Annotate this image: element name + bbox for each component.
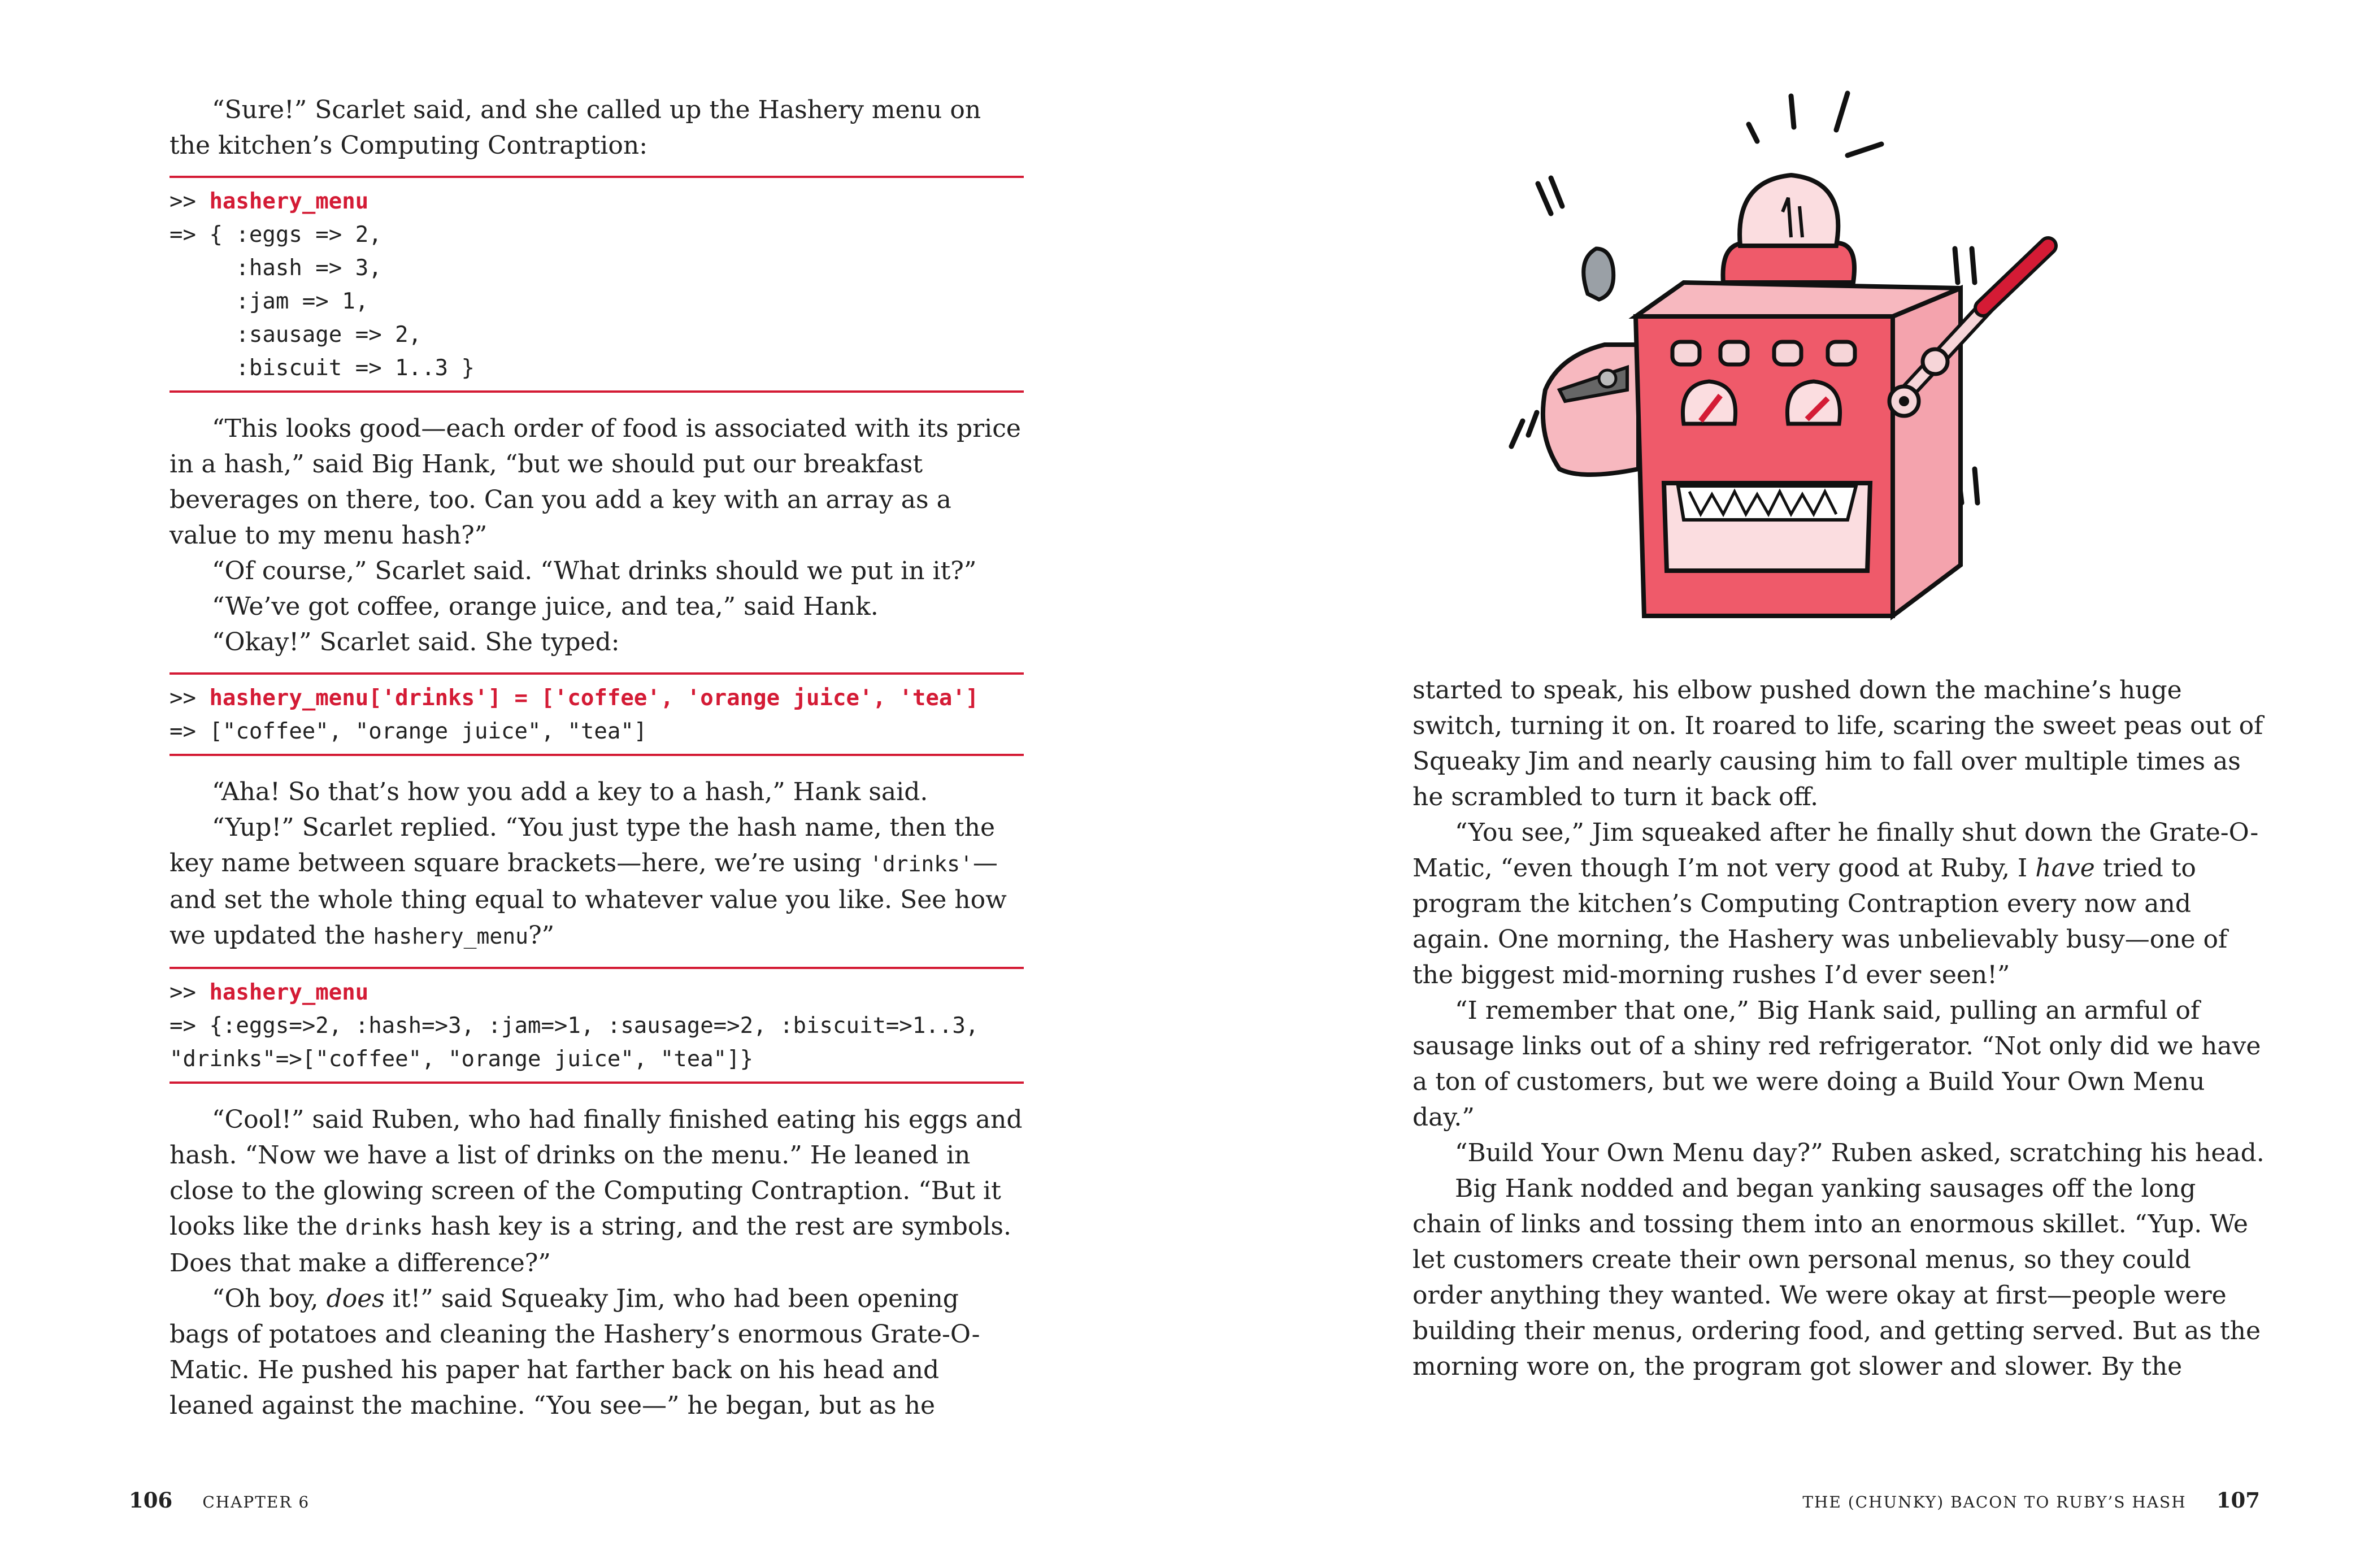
running-head: CHAPTER 6 xyxy=(202,1493,310,1511)
text-run: it!” said Squeaky Jim, who had been opening bags of potatoes and cleaning the Hashery’s enormous Grate-O-Matic. He pushed his paper hat farther back on his head and leaned against the machine. “You see—” he began, but as he xyxy=(169,1284,980,1420)
page-number: 107 xyxy=(2216,1488,2260,1513)
paragraph: “Of course,” Scarlet said. “What drinks should we put in it?” xyxy=(212,557,977,585)
paragraph: “We’ve got coffee, orange juice, and tea,” said Hank. xyxy=(212,592,879,621)
left-page-column xyxy=(169,92,1024,1423)
code-output-line: :biscuit => 1..3 } xyxy=(169,355,475,381)
code-output-line: :hash => 3, xyxy=(169,255,382,281)
inline-code: 'drinks' xyxy=(869,852,973,876)
inline-code: hashery_menu xyxy=(373,924,529,949)
inline-code: drinks xyxy=(345,1215,423,1240)
paragraph xyxy=(169,810,1024,954)
code-command-line xyxy=(169,976,1024,1009)
paragraph: “Build Your Own Menu day?” Ruben asked, scratching his head. xyxy=(1455,1139,2265,1167)
text-run: “Oh boy, xyxy=(212,1284,327,1313)
code-prompt: >> xyxy=(169,980,210,1005)
right-page-column xyxy=(1412,672,2267,1384)
code-output-line: :jam => 1, xyxy=(169,289,369,314)
running-head: THE (CHUNKY) BACON TO RUBY’S HASH xyxy=(1802,1493,2187,1511)
paragraph: “Aha! So that’s how you add a key to a hash,” Hank said. xyxy=(212,778,928,806)
paragraph: Big Hank nodded and began yanking sausages off the long chain of links and tossing them into an enormous skillet. “Yup. We let customers create their own personal menus, so they could order anything they wanted. We were okay at first—people were building their menus, ordering food, and getting served. But as the morning wore on, the program got slower and slower. By the xyxy=(1412,1174,2261,1381)
code-output-line: => ["coffee", "orange juice", "tea"] xyxy=(169,719,647,744)
code-prompt: >> xyxy=(169,189,210,214)
emphasis: have xyxy=(2035,854,2095,883)
paragraph: “This looks good—each order of food is associated with its price in a hash,” said Big Hank, “but we should put our breakfast beverages on there, too. Can you add a key with an array as a value to my menu hash?” xyxy=(169,414,1021,550)
code-command: hashery_menu xyxy=(209,980,369,1005)
right-footer xyxy=(1802,1488,2260,1513)
code-output-line: "drinks"=>["coffee", "orange juice", "tea"]} xyxy=(169,1046,754,1072)
paragraph: “Okay!” Scarlet said. She typed: xyxy=(212,628,620,657)
paragraph xyxy=(1412,815,2267,993)
paragraph: “Sure!” Scarlet said, and she called up the Hashery menu on the kitchen’s Computing Contraption: xyxy=(169,95,981,160)
code-command-line xyxy=(169,681,1024,715)
paragraph xyxy=(169,1281,1024,1423)
code-prompt: >> xyxy=(169,685,210,711)
text-run: “You see,” Jim squeaked after he finally shut down the Grate-O-Matic, “even though I’m not very good at Ruby, I xyxy=(1412,818,2259,883)
code-command: hashery_menu['drinks'] = ['coffee', 'orange juice', 'tea'] xyxy=(209,685,979,711)
paragraph: “I remember that one,” Big Hank said, pulling an armful of sausage links out of a shiny red refrigerator. “Not only did we have a ton of customers, but we were doing a Build Your Own Menu day.” xyxy=(1412,996,2261,1132)
paragraph xyxy=(169,1102,1024,1281)
code-command: hashery_menu xyxy=(209,189,369,214)
code-block xyxy=(169,176,1024,393)
text-run: hash key is a string, and the rest are symbols. Does that make a difference?” xyxy=(169,1212,1011,1278)
emphasis: does xyxy=(326,1284,385,1313)
grate-o-matic-illustration xyxy=(1497,73,2288,639)
code-block xyxy=(169,967,1024,1084)
text-run: ?” xyxy=(528,921,555,950)
text-run: “Cool!” said Ruben, who had finally finished eating his eggs and hash. “Now we have a list of drinks on the menu.” He leaned in close to the glowing screen of the Computing Contraption. “But it looks like the xyxy=(169,1105,1023,1241)
code-block xyxy=(169,672,1024,756)
left-footer xyxy=(129,1488,310,1513)
text-run: —and set the whole thing equal to whatever value you like. See how we updated the xyxy=(169,849,1007,950)
code-command-line xyxy=(169,185,1024,218)
text-run: tried to program the kitchen’s Computing Contraption every now and again. One morning, the Hashery was unbelievably busy—one of the biggest mid-morning rushes I’d ever seen!” xyxy=(1412,854,2228,989)
page-number: 106 xyxy=(129,1488,173,1513)
code-output-line: :sausage => 2, xyxy=(169,322,422,348)
paragraph: started to speak, his elbow pushed down the machine’s huge switch, turning it on. It roared to life, scaring the sweet peas out of Squeaky Jim and nearly causing him to fall over multiple times as he scrambled to turn it back off. xyxy=(1412,676,2263,811)
text-run: “Yup!” Scarlet replied. “You just type the hash name, then the key name between square brackets—here, we’re using xyxy=(169,813,995,878)
code-output-line: => { :eggs => 2, xyxy=(169,222,382,247)
code-output-line: => {:eggs=>2, :hash=>3, :jam=>1, :sausage=>2, :biscuit=>1..3, xyxy=(169,1013,979,1039)
